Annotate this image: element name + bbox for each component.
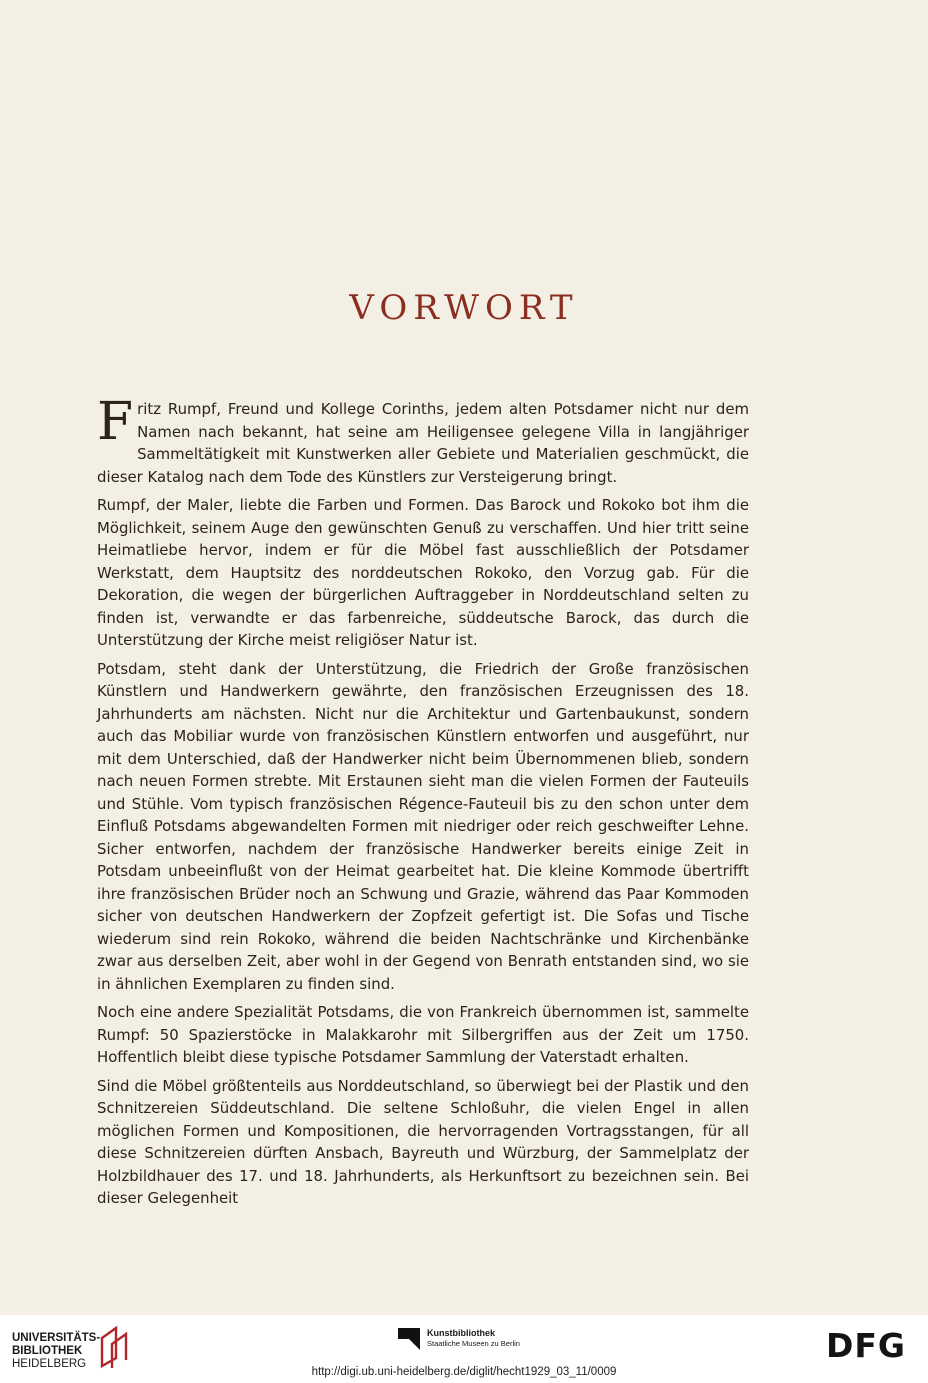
- paragraph-4: Noch eine andere Spezialität Potsdams, die von Frankreich übernommen ist, sammelte Rumpf: 50 Spazierstöcke in Malakkarohr mit Silbergriffen aus der Zeit um 1750. Hoffentlich bleibt diese typische Potsdamer Sammlung der Vaterstadt erhalten.: [97, 1003, 749, 1066]
- ub-line-3: HEIDELBERG: [12, 1358, 87, 1370]
- paragraph-2: Rumpf, der Maler, liebte die Farben und Formen. Das Barock und Rokoko bot ihm die Möglichkeit, seinem Auge den gewünschten Genuß zu verschaffen. Und hier tritt seine Heimatliebe hervor, indem er für die Möbel fast ausschließlich der Potsdamer Werkstatt, dem Hauptsitz des norddeutschen Rokoko, den Vorzug gab. Für die Dekoration, die wegen der bürgerlichen Auftraggeber in Norddeutschland selten zu finden ist, verwandte er das farbenreiche, süddeutsche Barock, das durch die Unterstützung der Kirche meist religiöser Natur ist.: [97, 496, 749, 649]
- paragraph-5: Sind die Möbel größtenteils aus Norddeutschland, so überwiegt bei der Plastik und den Schnitzereien Süddeutschland. Die seltene Schloßuhr, die vielen Engel in allen möglichen Formen und Kompositionen, die hervorragenden Vortragsstangen, für all diese Schnitzereien dürften Ansbach, Bayreuth und Würzburg, der Sammelplatz der Holzbildhauer des 17. und 18. Jahrhunderts, als Herkunftsort zu bezeichnen sein. Bei dieser Gelegenheit: [97, 1076, 749, 1207]
- page-title: VORWORT: [349, 288, 579, 328]
- kunstbibliothek-logo-icon: [398, 1328, 420, 1350]
- ub-line-1: UNIVERSITÄTS-: [12, 1332, 101, 1344]
- kb-title: Kunstbibliothek: [427, 1328, 495, 1338]
- paragraph-1: [97, 392, 749, 488]
- dfg-logo: DFG: [826, 1326, 907, 1365]
- paragraph-1-text: ritz Rumpf, Freund und Kollege Corinths, jedem alten Potsdamer nicht nur dem Namen nach bekannt, hat seine am Heiligensee gelegene Villa in langjähriger Sammeltätigkeit mit Kunstwerken aller Gebiete und Materialien geschmückt, die dieser Katalog nach dem Tode des Künstlers zur Versteigerung bringt.: [97, 400, 749, 486]
- kb-subtitle: Staatliche Museen zu Berlin: [427, 1339, 520, 1348]
- drop-cap: F: [97, 392, 134, 452]
- paragraph-3: Potsdam, steht dank der Unterstützung, die Friedrich der Große französischen Künstlern und Handwerkern gewährte, den französischen Erzeugnissen des 18. Jahrhunderts am nächsten. Nicht nur die Architektur und Gartenbaukunst, sondern auch das Mobiliar wurde von französischen Künstlern entworfen und ausgeführt, nur mit dem Unterschied, daß der Handwerker nicht beim Übernommenen blieb, sondern nach neuen Formen strebte. Mit Erstaunen sieht man die vielen Formen der Fauteuils und Stühle. Vom typisch französischen Régence-Fauteuil bis zu den schon unter dem Einfluß Potsdams abgewandelten Formen mit niedriger oder reich geschweifter Lehne. Sicher entworfen, nachdem der französische Handwerker bereits einige Zeit in Potsdam unbeeinflußt von der Heimat gearbeitet hat. Die kleine Kommode übertrifft ihre französischen Brüder noch an Schwung und Grazie, während das Paar Kommoden sicher von deutschen Handwerkern der Zopfzeit gefertigt ist. Die Sofas und Tische wiederum sind rein Rokoko, während die beiden Nachtschränke und Kirchenbänke zwar aus derselben Zeit, aber wohl in der Gegend von Benrath entstanden sind, wo sie in ähnlichen Exemplaren zu finden sind.: [97, 659, 749, 993]
- body-text: [97, 392, 749, 1216]
- ub-heidelberg-logo-icon: [94, 1322, 134, 1372]
- kunstbibliothek-label: [427, 1327, 520, 1349]
- ub-line-2: BIBLIOTHEK: [12, 1345, 83, 1357]
- permalink-url[interactable]: http://digi.ub.uni-heidelberg.de/diglit/hecht1929_03_11/0009: [311, 1366, 617, 1378]
